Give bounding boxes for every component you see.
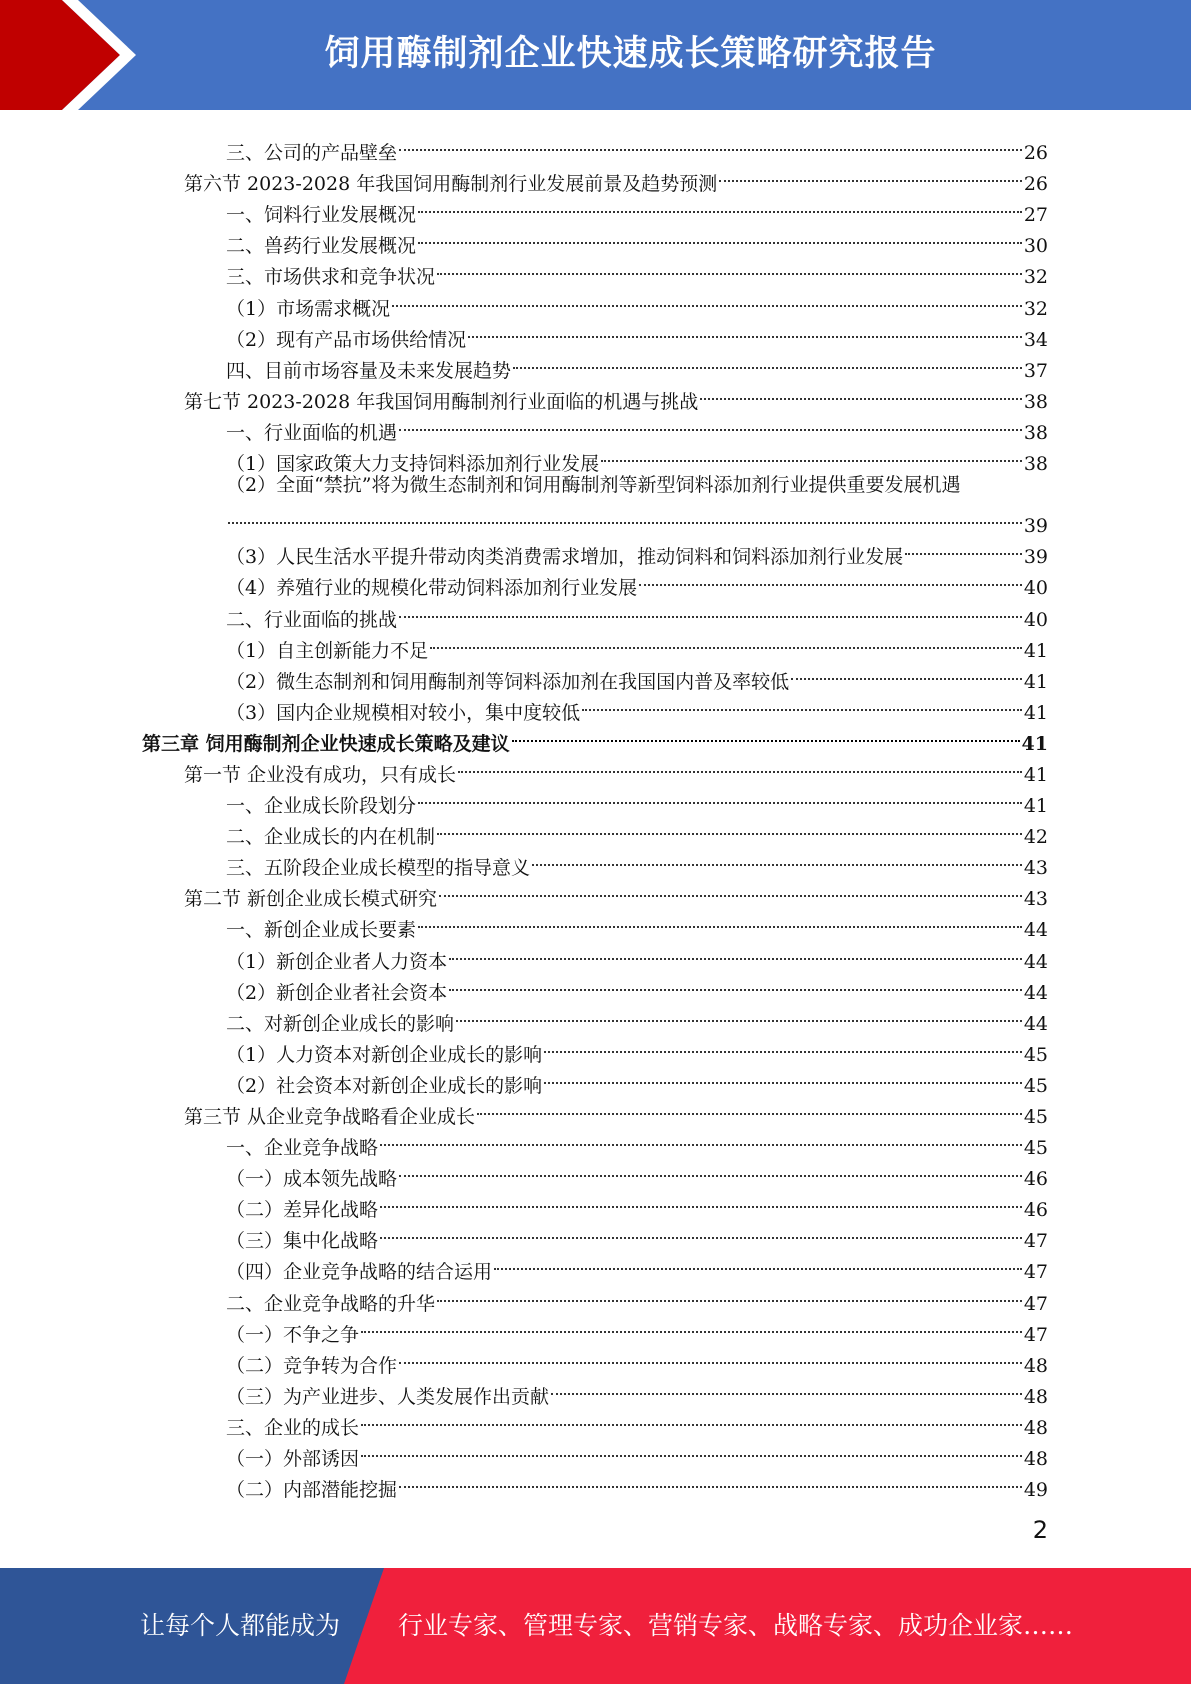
toc-leader-dots bbox=[380, 1123, 1022, 1154]
toc-entry-title: （1）新创企业者人力资本 bbox=[226, 950, 448, 973]
toc-entry-page: 47 bbox=[1023, 1261, 1048, 1284]
toc-entry-title: 二、对新创企业成长的影响 bbox=[226, 1012, 455, 1035]
toc-entry[interactable] bbox=[0, 1247, 1048, 1284]
toc-leader-dots bbox=[905, 532, 1022, 563]
toc-entry-page: 34 bbox=[1023, 328, 1048, 351]
toc-entry-page: 43 bbox=[1023, 888, 1048, 911]
toc-entry[interactable] bbox=[0, 626, 1048, 662]
toc-leader-dots bbox=[439, 874, 1022, 905]
toc-entry[interactable] bbox=[0, 874, 1048, 911]
toc-entry[interactable] bbox=[0, 1434, 1048, 1471]
toc-entry[interactable] bbox=[0, 657, 1048, 693]
toc-entry-page: 41 bbox=[1023, 639, 1048, 662]
toc-entry-page: 38 bbox=[1023, 421, 1048, 444]
toc-entry-title: 第七节 2023-2028 年我国饲用酶制剂行业面临的机遇与挑战 bbox=[184, 390, 699, 413]
toc-leader-dots bbox=[418, 905, 1022, 936]
toc-entry[interactable] bbox=[0, 283, 1048, 320]
toc-entry-page: 48 bbox=[1023, 1385, 1048, 1408]
toc-leader-dots bbox=[551, 1372, 1022, 1403]
toc-entry-title: （1）国家政策大力支持饲料添加剂行业发展 bbox=[226, 453, 600, 476]
toc-entry-page: 26 bbox=[1023, 142, 1048, 165]
page-footer bbox=[0, 1568, 1191, 1684]
toc-entry-page: 37 bbox=[1023, 359, 1048, 382]
toc-entry[interactable] bbox=[0, 1061, 1048, 1097]
toc-entry[interactable] bbox=[0, 1154, 1048, 1191]
toc-entry-title: 第三节 从企业竞争战略看企业成长 bbox=[184, 1106, 476, 1128]
toc-leader-dots bbox=[399, 1465, 1022, 1496]
toc-leader-dots bbox=[719, 159, 1022, 190]
toc-leader-dots bbox=[449, 968, 1022, 999]
toc-leader-dots bbox=[601, 439, 1022, 470]
header-arrow-decoration bbox=[0, 0, 150, 110]
toc-entry-page: 27 bbox=[1023, 204, 1048, 227]
toc-entry[interactable] bbox=[0, 252, 1048, 289]
toc-entry-page: 26 bbox=[1023, 173, 1048, 196]
page-number: 2 bbox=[1032, 1516, 1048, 1544]
toc-entry-title: （2）全面“禁抗”将为微生态制剂和饲用酶制剂等新型饲料添加剂行业提供重要发展机遇 bbox=[226, 474, 961, 497]
toc-entry[interactable] bbox=[0, 936, 1048, 973]
toc-entry-title: 一、企业成长阶段划分 bbox=[226, 795, 417, 818]
toc-entry-title: （2）新创企业者社会资本 bbox=[226, 981, 448, 1004]
footer-slogan-right: 行业专家、管理专家、营销专家、战略专家、成功企业家…… bbox=[398, 1611, 1074, 1640]
toc-entry-title: （2）社会资本对新创企业成长的影响 bbox=[226, 1074, 543, 1097]
toc-leader-dots bbox=[380, 1185, 1022, 1216]
toc-entry[interactable] bbox=[0, 470, 1048, 501]
toc-entry[interactable] bbox=[0, 346, 1048, 382]
toc-entry-title: 二、兽药行业发展概况 bbox=[226, 235, 417, 258]
toc-entry-page: 45 bbox=[1023, 1137, 1048, 1160]
report-title: 饲用酶制剂企业快速成长策略研究报告 bbox=[324, 34, 937, 74]
toc-entry[interactable] bbox=[0, 905, 1048, 942]
toc-leader-dots bbox=[399, 128, 1022, 159]
toc-entry-title: （2）微生态制剂和饲用酶制剂等饲料添加剂在我国国内普及率较低 bbox=[226, 670, 790, 693]
toc-entry-page: 47 bbox=[1023, 1323, 1048, 1346]
toc-entry-title: （一）成本领先战略 bbox=[226, 1168, 398, 1191]
toc-entry-page: 38 bbox=[1023, 390, 1048, 413]
toc-leader-dots bbox=[361, 1310, 1022, 1341]
toc-entry-page: 44 bbox=[1023, 919, 1048, 942]
toc-entry-title: （二）内部潜能挖掘 bbox=[226, 1479, 398, 1502]
toc-entry[interactable] bbox=[0, 781, 1048, 818]
toc-leader-dots bbox=[468, 315, 1022, 346]
toc-entry[interactable] bbox=[0, 1185, 1048, 1222]
toc-entry[interactable] bbox=[0, 1092, 1048, 1128]
toc-entry-title: （二）竞争转为合作 bbox=[226, 1354, 398, 1377]
toc-entry[interactable] bbox=[0, 439, 1048, 476]
toc-entry-title: （四）企业竞争战略的结合运用 bbox=[226, 1261, 493, 1284]
toc-entry[interactable] bbox=[0, 719, 1048, 755]
toc-leader-dots bbox=[513, 346, 1022, 377]
toc-entry[interactable] bbox=[0, 968, 1048, 1004]
toc-leader-dots bbox=[532, 843, 1022, 874]
toc-entry-title: （二）差异化战略 bbox=[226, 1199, 379, 1222]
toc-entry-page: 40 bbox=[1023, 577, 1048, 600]
toc-entry-page: 41 bbox=[1023, 701, 1048, 724]
toc-leader-dots bbox=[361, 1434, 1022, 1465]
toc-entry-title: （4）养殖行业的规模化带动饲料添加剂行业发展 bbox=[226, 577, 638, 600]
toc-entry[interactable] bbox=[0, 377, 1048, 413]
toc-entry-title: 三、五阶段企业成长模型的指导意义 bbox=[226, 857, 531, 880]
toc-entry-title: 第三章 饲用酶制剂企业快速成长策略及建议 bbox=[142, 732, 510, 755]
toc-leader-dots bbox=[399, 1341, 1022, 1372]
toc-entry-page: 32 bbox=[1023, 266, 1048, 289]
toc-entry-page: 41 bbox=[1023, 795, 1048, 818]
toc-entry-page: 48 bbox=[1023, 1416, 1048, 1439]
toc-entry[interactable] bbox=[0, 1372, 1048, 1408]
toc-leader-dots bbox=[791, 657, 1022, 688]
toc-entry-title: （三）集中化战略 bbox=[226, 1230, 379, 1253]
toc-entry-page: 39 bbox=[1023, 515, 1048, 538]
toc-entry[interactable] bbox=[0, 594, 1048, 631]
toc-entry-title: 四、目前市场容量及未来发展趋势 bbox=[226, 359, 512, 382]
toc-leader-dots bbox=[477, 1092, 1022, 1123]
toc-entry[interactable] bbox=[0, 1216, 1048, 1253]
toc-entry-title: 二、企业竞争战略的升华 bbox=[226, 1292, 436, 1315]
toc-entry-title: （3）国内企业规模相对较小，集中度较低 bbox=[226, 701, 581, 724]
toc-leader-dots bbox=[512, 719, 1020, 750]
toc-entry[interactable] bbox=[0, 999, 1048, 1035]
toc-entry-page: 44 bbox=[1023, 950, 1048, 973]
toc-entry-title: （1）人力资本对新创企业成长的影响 bbox=[226, 1043, 543, 1066]
toc-entry-title: （2）现有产品市场供给情况 bbox=[226, 328, 467, 351]
toc-entry-page: 46 bbox=[1023, 1199, 1048, 1222]
toc-entry[interactable] bbox=[0, 532, 1048, 569]
toc-entry-page: 41 bbox=[1023, 763, 1048, 786]
toc-entry[interactable] bbox=[0, 812, 1048, 849]
toc-entry[interactable] bbox=[0, 501, 1048, 538]
toc-entry[interactable] bbox=[0, 1123, 1048, 1160]
toc-leader-dots bbox=[544, 1061, 1022, 1092]
toc-entry[interactable] bbox=[0, 190, 1048, 227]
toc-entry-page: 45 bbox=[1023, 1043, 1048, 1066]
toc-entry-page: 48 bbox=[1023, 1448, 1048, 1471]
toc-leader-dots bbox=[430, 626, 1022, 657]
toc-entry-title: （三）为产业进步、人类发展作出贡献 bbox=[226, 1385, 550, 1408]
toc-entry-page: 44 bbox=[1023, 981, 1048, 1004]
toc-entry[interactable] bbox=[0, 315, 1048, 351]
toc-leader-dots bbox=[380, 1216, 1022, 1247]
toc-entry[interactable] bbox=[0, 1403, 1048, 1439]
toc-leader-dots bbox=[392, 283, 1022, 314]
toc-entry[interactable] bbox=[0, 563, 1048, 600]
toc-leader-dots bbox=[228, 501, 1022, 532]
toc-entry[interactable] bbox=[0, 221, 1048, 258]
toc-leader-dots bbox=[494, 1247, 1022, 1278]
toc-entry-page: 40 bbox=[1023, 608, 1048, 631]
toc-entry-page: 38 bbox=[1023, 453, 1048, 476]
toc-leader-dots bbox=[449, 936, 1022, 967]
footer-slogan-left: 让每个人都能成为 bbox=[140, 1611, 341, 1640]
toc-entry-title: 三、公司的产品壁垒 bbox=[226, 142, 398, 165]
toc-leader-dots bbox=[399, 1154, 1022, 1185]
toc-leader-dots bbox=[361, 1403, 1022, 1434]
toc-entry[interactable] bbox=[0, 159, 1048, 196]
toc-entry-page: 45 bbox=[1023, 1074, 1048, 1097]
toc-entry-page: 47 bbox=[1023, 1230, 1048, 1253]
toc-leader-dots bbox=[437, 812, 1022, 843]
toc-leader-dots bbox=[418, 781, 1022, 812]
toc-entry-title: 第二节 新创企业成长模式研究 bbox=[184, 888, 438, 911]
toc-entry-title: （1）市场需求概况 bbox=[226, 297, 391, 320]
toc-entry-page: 47 bbox=[1023, 1292, 1048, 1315]
toc-entry-page: 48 bbox=[1023, 1354, 1048, 1377]
toc-leader-dots bbox=[399, 408, 1022, 439]
toc-entry-page: 41 bbox=[1021, 732, 1048, 755]
toc-entry-title: 二、企业成长的内在机制 bbox=[226, 826, 436, 849]
toc-leader-dots bbox=[437, 252, 1022, 283]
toc-entry-title: （3）人民生活水平提升带动肉类消费需求增加，推动饲料和饲料添加剂行业发展 bbox=[226, 546, 904, 569]
toc-entry[interactable] bbox=[0, 128, 1048, 165]
toc-entry[interactable] bbox=[0, 688, 1048, 724]
toc-entry[interactable] bbox=[0, 1465, 1048, 1502]
toc-entry-title: （1）自主创新能力不足 bbox=[226, 639, 429, 662]
toc-leader-dots bbox=[544, 1030, 1022, 1061]
toc-leader-dots bbox=[418, 190, 1022, 221]
toc-entry-title: 一、新创企业成长要素 bbox=[226, 919, 417, 942]
table-of-contents bbox=[0, 128, 1191, 1502]
toc-leader-dots bbox=[639, 563, 1022, 594]
toc-leader-dots bbox=[418, 221, 1022, 252]
toc-leader-dots bbox=[700, 377, 1022, 408]
toc-entry[interactable] bbox=[0, 750, 1048, 786]
toc-leader-dots bbox=[456, 999, 1022, 1030]
toc-entry-title: 一、饲料行业发展概况 bbox=[226, 204, 417, 227]
toc-leader-dots bbox=[458, 750, 1022, 781]
toc-entry[interactable] bbox=[0, 408, 1048, 444]
toc-entry[interactable] bbox=[0, 1310, 1048, 1346]
toc-entry-title: （一）不争之争 bbox=[226, 1323, 360, 1346]
toc-entry-page: 43 bbox=[1023, 857, 1048, 880]
toc-entry-title: 第六节 2023-2028 年我国饲用酶制剂行业发展前景及趋势预测 bbox=[184, 173, 718, 196]
toc-entry-page: 32 bbox=[1023, 297, 1048, 320]
toc-entry[interactable] bbox=[0, 843, 1048, 880]
toc-entry-title: 一、行业面临的机遇 bbox=[226, 421, 398, 444]
toc-entry-title: 三、市场供求和竞争状况 bbox=[226, 266, 436, 289]
toc-leader-dots bbox=[399, 594, 1022, 625]
toc-entry-page: 44 bbox=[1023, 1012, 1048, 1035]
toc-entry-title: 一、企业竞争战略 bbox=[226, 1137, 379, 1160]
toc-leader-dots bbox=[582, 688, 1022, 719]
toc-entry-page: 45 bbox=[1023, 1106, 1048, 1128]
toc-entry-title: 三、企业的成长 bbox=[226, 1416, 360, 1439]
toc-entry[interactable] bbox=[0, 1278, 1048, 1315]
page-header bbox=[0, 0, 1191, 110]
toc-entry-page: 46 bbox=[1023, 1168, 1048, 1191]
toc-entry-page: 41 bbox=[1023, 670, 1048, 693]
toc-leader-dots bbox=[437, 1278, 1022, 1309]
toc-entry-page: 39 bbox=[1023, 546, 1048, 569]
toc-entry[interactable] bbox=[0, 1030, 1048, 1066]
toc-entry-page: 49 bbox=[1023, 1479, 1048, 1502]
toc-entry-page: 42 bbox=[1023, 826, 1048, 849]
toc-entry[interactable] bbox=[0, 1341, 1048, 1377]
toc-entry-page: 30 bbox=[1023, 235, 1048, 258]
toc-entry-title: 第一节 企业没有成功，只有成长 bbox=[184, 763, 457, 786]
toc-entry-title: （一）外部诱因 bbox=[226, 1448, 360, 1471]
toc-entry-title: 二、行业面临的挑战 bbox=[226, 608, 398, 631]
